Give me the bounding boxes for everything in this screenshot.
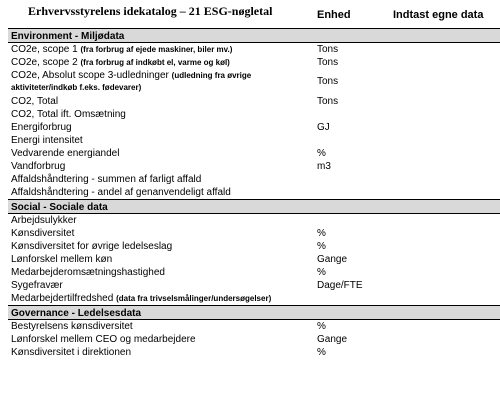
section-header: Environment - Miljødata — [8, 28, 500, 43]
row-label — [11, 147, 311, 160]
table-row — [8, 253, 500, 266]
row-label — [11, 266, 311, 279]
section-header: Governance - Ledelsesdata — [8, 305, 500, 320]
unit-cell: Dage/FTE — [317, 280, 363, 291]
table-row — [8, 95, 500, 108]
row-label — [11, 56, 311, 69]
table-row — [8, 214, 500, 227]
row-label — [11, 240, 311, 253]
unit-cell: Gange — [317, 254, 348, 265]
column-header-unit: Enhed — [317, 9, 351, 21]
table-row — [8, 147, 500, 160]
table-row — [8, 108, 500, 121]
table-row — [8, 227, 500, 240]
row-label — [11, 346, 311, 359]
unit-cell: % — [317, 148, 326, 159]
metric-name: CO2e, Absolut scope 3-udledninger — [11, 70, 169, 81]
metric-name: Kønsdiversitet for øvrige ledelseslag — [11, 241, 173, 252]
unit-cell: Tons — [317, 96, 339, 107]
metric-name: Vedvarende energiandel — [11, 148, 120, 159]
unit-cell: Tons — [317, 76, 339, 87]
unit-cell: % — [317, 321, 326, 332]
row-label — [11, 186, 311, 199]
table-row — [8, 186, 500, 199]
metric-name: Lønforskel mellem CEO og medarbejdere — [11, 334, 196, 345]
metric-note: (data fra trivselsmålinger/undersøgelser) — [116, 294, 272, 303]
table-row — [8, 134, 500, 147]
table-row — [8, 56, 500, 69]
metric-name: CO2e, scope 2 — [11, 57, 78, 68]
table-row — [8, 121, 500, 134]
unit-cell: % — [317, 241, 326, 252]
column-header-input: Indtast egne data — [393, 9, 484, 21]
row-label — [11, 121, 311, 134]
metric-name: Energi intensitet — [11, 135, 83, 146]
metric-name: Affaldshåndtering - summen af farligt affald — [11, 174, 202, 185]
row-label — [11, 279, 311, 292]
unit-cell: m3 — [317, 161, 331, 172]
row-label — [11, 227, 311, 240]
metric-name: Medarbejdertilfredshed — [11, 293, 114, 304]
row-label — [11, 292, 311, 305]
unit-cell: % — [317, 347, 326, 358]
metric-name: Medarbejderomsætningshastighed — [11, 267, 165, 278]
metric-name: CO2, Total ift. Omsætning — [11, 109, 126, 120]
row-label — [11, 320, 311, 333]
table-row — [8, 292, 500, 305]
table-row — [8, 69, 500, 95]
row-label — [11, 214, 311, 227]
row-label — [11, 253, 311, 266]
metric-name: Lønforskel mellem køn — [11, 254, 113, 265]
table-row — [8, 333, 500, 346]
metric-name: Sygefravær — [11, 280, 63, 291]
metric-name: Kønsdiversitet — [11, 228, 75, 239]
esg-table — [8, 28, 500, 359]
metric-note: (fra forbrug af ejede maskiner, biler mv.) — [80, 45, 233, 54]
row-label — [11, 95, 311, 108]
row-label — [11, 333, 311, 346]
table-row — [8, 346, 500, 359]
metric-name: CO2, Total — [11, 96, 59, 107]
metric-name: Energiforbrug — [11, 122, 72, 133]
table-row — [8, 43, 500, 56]
row-label — [11, 108, 311, 121]
table-row — [8, 160, 500, 173]
table-row — [8, 240, 500, 253]
metric-name: Affaldshåndtering - andel af genanvendeligt affald — [11, 187, 231, 198]
section-header: Social - Sociale data — [8, 199, 500, 214]
table-row — [8, 266, 500, 279]
metric-name: CO2e, scope 1 — [11, 44, 78, 55]
metric-name: Vandforbrug — [11, 161, 66, 172]
row-label — [11, 70, 311, 94]
unit-cell: Gange — [317, 334, 348, 345]
row-label — [11, 43, 311, 56]
table-row — [8, 173, 500, 186]
table-row — [8, 320, 500, 333]
row-label — [11, 160, 311, 173]
table-row — [8, 279, 500, 292]
row-label — [11, 173, 311, 186]
metric-name: Arbejdsulykker — [11, 215, 77, 226]
unit-cell: Tons — [317, 44, 339, 55]
metric-note: (udledning fra øvrige aktiviteter/indkøb f.eks. fødevarer) — [11, 71, 252, 92]
unit-cell: % — [317, 228, 326, 239]
unit-cell: Tons — [317, 57, 339, 68]
row-label — [11, 134, 311, 147]
page-title: Erhvervsstyrelens idekatalog – 21 ESG-nøgletal — [28, 4, 273, 18]
unit-cell: GJ — [317, 122, 330, 133]
metric-name: Bestyrelsens kønsdiversitet — [11, 321, 133, 332]
unit-cell: % — [317, 267, 326, 278]
metric-name: Kønsdiversitet i direktionen — [11, 347, 132, 358]
table-header — [0, 0, 500, 28]
metric-note: (fra forbrug af indkøbt el, varme og køl) — [80, 58, 230, 67]
